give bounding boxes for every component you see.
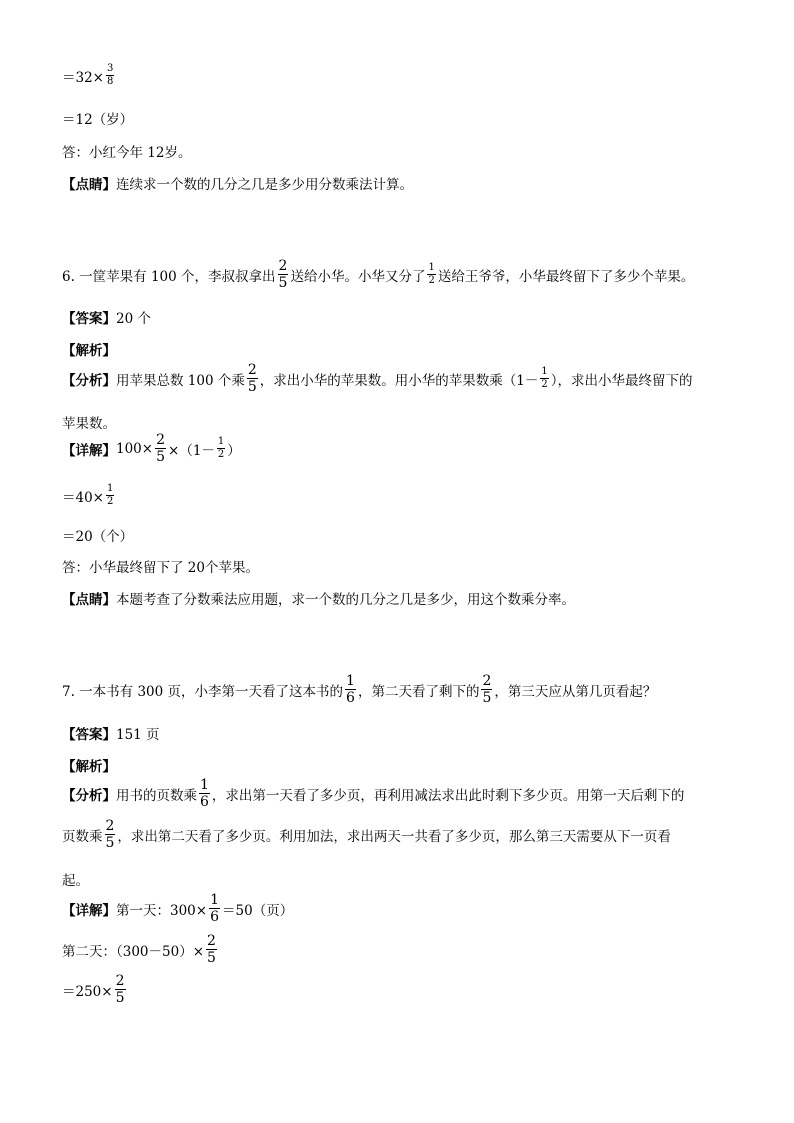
- calc-line: ＝20（个）: [62, 529, 134, 545]
- fraction: $\frac{2}{5}$: [278, 258, 288, 291]
- question-6: 6. 一筐苹果有 100 个，李叔叔拿出 $\frac{2}{5}$ 送给小华。小华又分了 $\frac{1}{2}$ 送给王爷爷，小华最终留下了多少个苹果。: [62, 258, 695, 291]
- fraction: $\frac{2}{5}$: [115, 973, 125, 1006]
- analysis-line: 起。: [62, 873, 89, 889]
- fraction: $\frac{1}{2}$: [217, 436, 225, 460]
- analysis-heading: 【解析】: [62, 759, 116, 775]
- detail-line: 【详解】 第一天：300× $\frac{1}{6}$ ＝50（页）: [62, 892, 294, 925]
- answer-statement: 答：小华最终留下了 20个苹果。: [62, 560, 259, 576]
- tip-line: 【点睛】 连续求一个数的几分之几是多少用分数乘法计算。: [62, 177, 413, 193]
- fraction: $\frac{2}{5}$: [156, 432, 166, 465]
- calc-line: ＝40× $\frac{1}{2}$: [62, 483, 114, 507]
- fraction: $\frac{2}{5}$: [247, 362, 257, 395]
- analysis-line: 页数乘 $\frac{2}{5}$ ，求出第二天看了多少页。利用加法，求出两天一共看了多少页，那么第三天需要从下一页看: [62, 818, 671, 851]
- analysis-line: 【分析】 用书的页数乘 $\frac{1}{6}$ ，求出第一天看了多少页，再利用减法求出此时剩下多少页。用第一天后剩下的: [62, 777, 685, 810]
- analysis-line: 【分析】 用苹果总数 100 个乘 $\frac{2}{5}$ ，求出小华的苹果数。用小华的苹果数乘（1－ $\frac{1}{2}$ ），求出小华最终留下的: [62, 362, 693, 395]
- answer-line: 【答案】 151 页: [62, 727, 160, 743]
- calc-text: ＝32×: [62, 69, 104, 86]
- question-7: 7. 一本书有 300 页，小李第一天看了这本书的 $\frac{1}{6}$ ，第二天看了剩下的 $\frac{2}{5}$ ，第三天应从第几页看起？: [62, 673, 657, 706]
- tip-line: 【点睛】 本题考查了分数乘法应用题，求一个数的几分之几是多少，用这个数乘分率。: [62, 592, 575, 608]
- calc-line: [62, 64, 116, 87]
- answer-statement: 答：小红今年 12岁。: [62, 145, 192, 161]
- calc-line: ＝250× $\frac{2}{5}$: [62, 973, 125, 1006]
- answer-line: 【答案】 20 个: [62, 311, 151, 327]
- fraction: $\frac{2}{5}$: [207, 933, 216, 966]
- detail-line: 【详解】 100× $\frac{2}{5}$ ×（1－ $\frac{1}{2}$ ）: [62, 432, 241, 465]
- analysis-heading: 【解析】: [62, 343, 116, 359]
- fraction: $\frac{2}{5}$: [105, 818, 115, 851]
- calc-line: 第二天：（300－50）× $\frac{2}{5}$: [62, 933, 216, 966]
- fraction: $\frac{1}{6}$: [346, 673, 355, 706]
- fraction: $\frac{1}{2}$: [107, 483, 114, 507]
- fraction: $\frac{1}{2}$: [541, 366, 548, 390]
- fraction: $\frac{1}{6}$: [200, 777, 209, 810]
- fraction: $\frac{1}{6}$: [210, 892, 220, 925]
- calc-line: ＝12（岁）: [62, 112, 134, 128]
- fraction: $\frac{1}{2}$: [428, 262, 435, 286]
- analysis-line: 苹果数。: [62, 416, 116, 432]
- fraction: $\frac{3}{8}$: [107, 63, 114, 87]
- fraction: $\frac{2}{5}$: [482, 673, 492, 706]
